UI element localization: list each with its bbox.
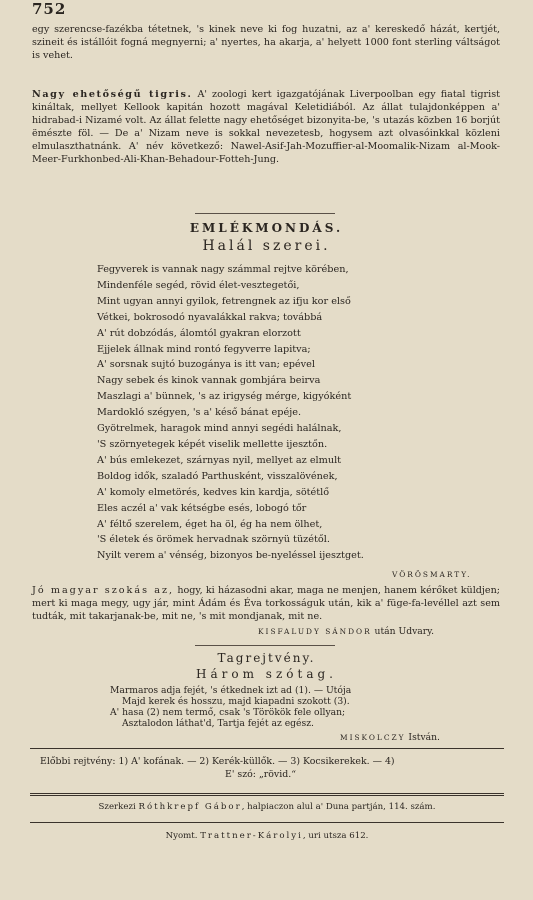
printer-address: , uri utsza 612. bbox=[302, 831, 369, 841]
poem bbox=[97, 262, 497, 564]
page-number: 752 bbox=[32, 0, 67, 18]
riddle-line: Majd kerek és hosszu, majd kiapadni szokott (3). bbox=[122, 696, 350, 707]
proverb-attribution bbox=[258, 626, 434, 637]
section-divider bbox=[195, 213, 335, 214]
poem-line: Mint ugyan annyi gyilok, fetrengnek az ifju kor első bbox=[97, 295, 351, 307]
riddle-line: Asztalodon láthat'd, Tartja fejét az egész. bbox=[122, 718, 314, 729]
editor-prefix: Szerkezi bbox=[98, 802, 139, 812]
previous-riddle-answer bbox=[40, 756, 395, 767]
riddle-line: Marmaros adja fejét, 's étkednek izt ad (1). — Utója bbox=[110, 685, 352, 696]
riddle-subtitle: Három szótag. bbox=[196, 667, 337, 681]
poem-line: Fegyverek is vannak nagy számmal rejtve körében, bbox=[97, 264, 349, 275]
printer-line bbox=[30, 831, 504, 841]
footer-divider bbox=[30, 793, 504, 796]
proverb-paragraph bbox=[32, 584, 500, 624]
poem-line: A' bús emlekezet, szárnyas nyil, mellyet az elmult bbox=[97, 454, 342, 466]
printer-name: Trattner-Károlyi bbox=[200, 831, 303, 841]
riddle-title: Tagrejtvény. bbox=[217, 651, 316, 665]
tiger-heading: Nagy ehetőségű tigris. bbox=[32, 89, 193, 100]
proverb-author: KISFALUDY SÁNDOR bbox=[258, 627, 372, 636]
proverb-author-suffix: után Udvary. bbox=[371, 626, 435, 637]
news-paragraph-tiger bbox=[32, 89, 500, 166]
poem-line: Vétkei, bokrosodó nyavalákkal rakva; továbbá bbox=[97, 311, 323, 323]
word-answer-value: „rövid.“ bbox=[258, 769, 297, 780]
poem-line: 'S életek és örömek hervadnak szörnyü tüzétől. bbox=[97, 534, 330, 546]
divider-line bbox=[30, 748, 504, 749]
editor-address: , halpiaczon alul a' Duna partján, 114. szám. bbox=[241, 802, 436, 812]
poem-line: 'S szörnyetegek képét viselik mellette ijesztőn. bbox=[97, 438, 328, 450]
printer-prefix: Nyomt. bbox=[165, 831, 201, 841]
previous-riddle-text: 1) A' kofának. — 2) Kerék-küllők. — 3) Kocsikerekek. — 4) bbox=[118, 756, 395, 767]
proverb-text: hogy, ki házasodni akar, maga ne menjen, hanem kérőket küldjen; mert ki maga megy, ugy jár, mint Ádám és Éva torkosságuk után, kik a' füge-fa-levéllel azt sem tudták, mit takarjanak-be, mit ne, 's mit mondjanak, mit ne. bbox=[32, 585, 500, 623]
emlek-title: EMLÉKMONDÁS. bbox=[189, 221, 344, 235]
poem-line: Ejjelek állnak mind rontó fegyverre lapitva; bbox=[97, 343, 311, 355]
poem-line: Nagy sebek és kinok vannak gombjára beirva bbox=[97, 375, 321, 387]
previous-riddle-label: Előbbi rejtvény: bbox=[40, 756, 116, 767]
poem-line: Maszlagi a' bünnek, 's az irigység mérge, kigyóként bbox=[97, 391, 352, 403]
editor-name: Róthkrepf Gábor bbox=[138, 802, 242, 812]
poem-line: Mindenféle segéd, rövid élet-vesztegetői, bbox=[97, 279, 300, 291]
poem-line: Boldog idők, szaladó Parthusként, visszalövének, bbox=[97, 470, 338, 482]
riddle-line: A' hasa (2) nem termő, csak 's Törökök fele ollyan; bbox=[110, 707, 346, 718]
section-divider bbox=[195, 645, 335, 646]
word-answer bbox=[225, 769, 296, 780]
riddle-author: MISKOLCZY bbox=[340, 733, 406, 742]
poem-line: Eles aczél a' vak kétségbe esés, lobogó tőr bbox=[97, 502, 307, 514]
poem-line: A' komoly elmetörés, kedves kin kardja, sötétlő bbox=[97, 486, 330, 498]
poem-line: A' féltő szerelem, éget ha öl, ég ha nem ölhet, bbox=[97, 518, 323, 530]
word-answer-label: E' szó: bbox=[225, 769, 256, 780]
poem-line: A' sorsnak sujtó buzogánya is itt van; epével bbox=[97, 359, 315, 371]
poem-line: Nyilt verem a' vénség, bizonyos be-nyeléssel ijesztget. bbox=[97, 550, 364, 562]
riddle-author-suffix: István. bbox=[405, 732, 440, 743]
poem-line: A' rút dobzódás, álomtól gyakran elorzott bbox=[97, 327, 301, 339]
footer-divider bbox=[30, 822, 504, 823]
tiger-text: A' zoologi kert igazgatójának Liverpoolban egy fiatal tigrist kináltak, mellyet Kellook kapitán hozott magával Keletidiából. Az állat tulajdonképpen a' hidrabad-i Nizamé volt. Az állat felette nagy ehetőséget bizonyita-be, 's utazás közben 16 borjút ëmészte föl. — De a' Nizam neve is sokkal nevezetesb, hogysem azt olvasóinkkal közleni elmulaszthatnánk. A' név következő: Nawel-Asif-Jah-Mozuffier-al-Moomalik-Nizam al-Mook-Meer-Furkhonbed-Ali-Khan-Behadour-Fotteh-Jung. bbox=[32, 89, 500, 165]
poem-line: Mardokló szégyen, 's a' késő bánat epéje. bbox=[97, 407, 302, 419]
news-paragraph-1: egy szerencse-fazékba tétetnek, 's kinek neve ki fog huzatni, az a' kereskedő házát, kertjét, szineit és istállóit fogná megnyerni; a' nyertes, ha akarja, a' helyett 1000 font sterling váltságot is vehet. bbox=[32, 24, 500, 61]
emlek-subtitle: Halál szerei. bbox=[202, 238, 331, 254]
editor-line bbox=[30, 802, 504, 812]
poem-author: VÖRÖSMARTY. bbox=[392, 570, 472, 579]
proverb-heading: Jó magyar szokás az, bbox=[32, 585, 175, 596]
riddle-attribution bbox=[340, 732, 440, 743]
poem-line: Gyötrelmek, haragok mind annyi segédi halálnak, bbox=[97, 423, 342, 435]
